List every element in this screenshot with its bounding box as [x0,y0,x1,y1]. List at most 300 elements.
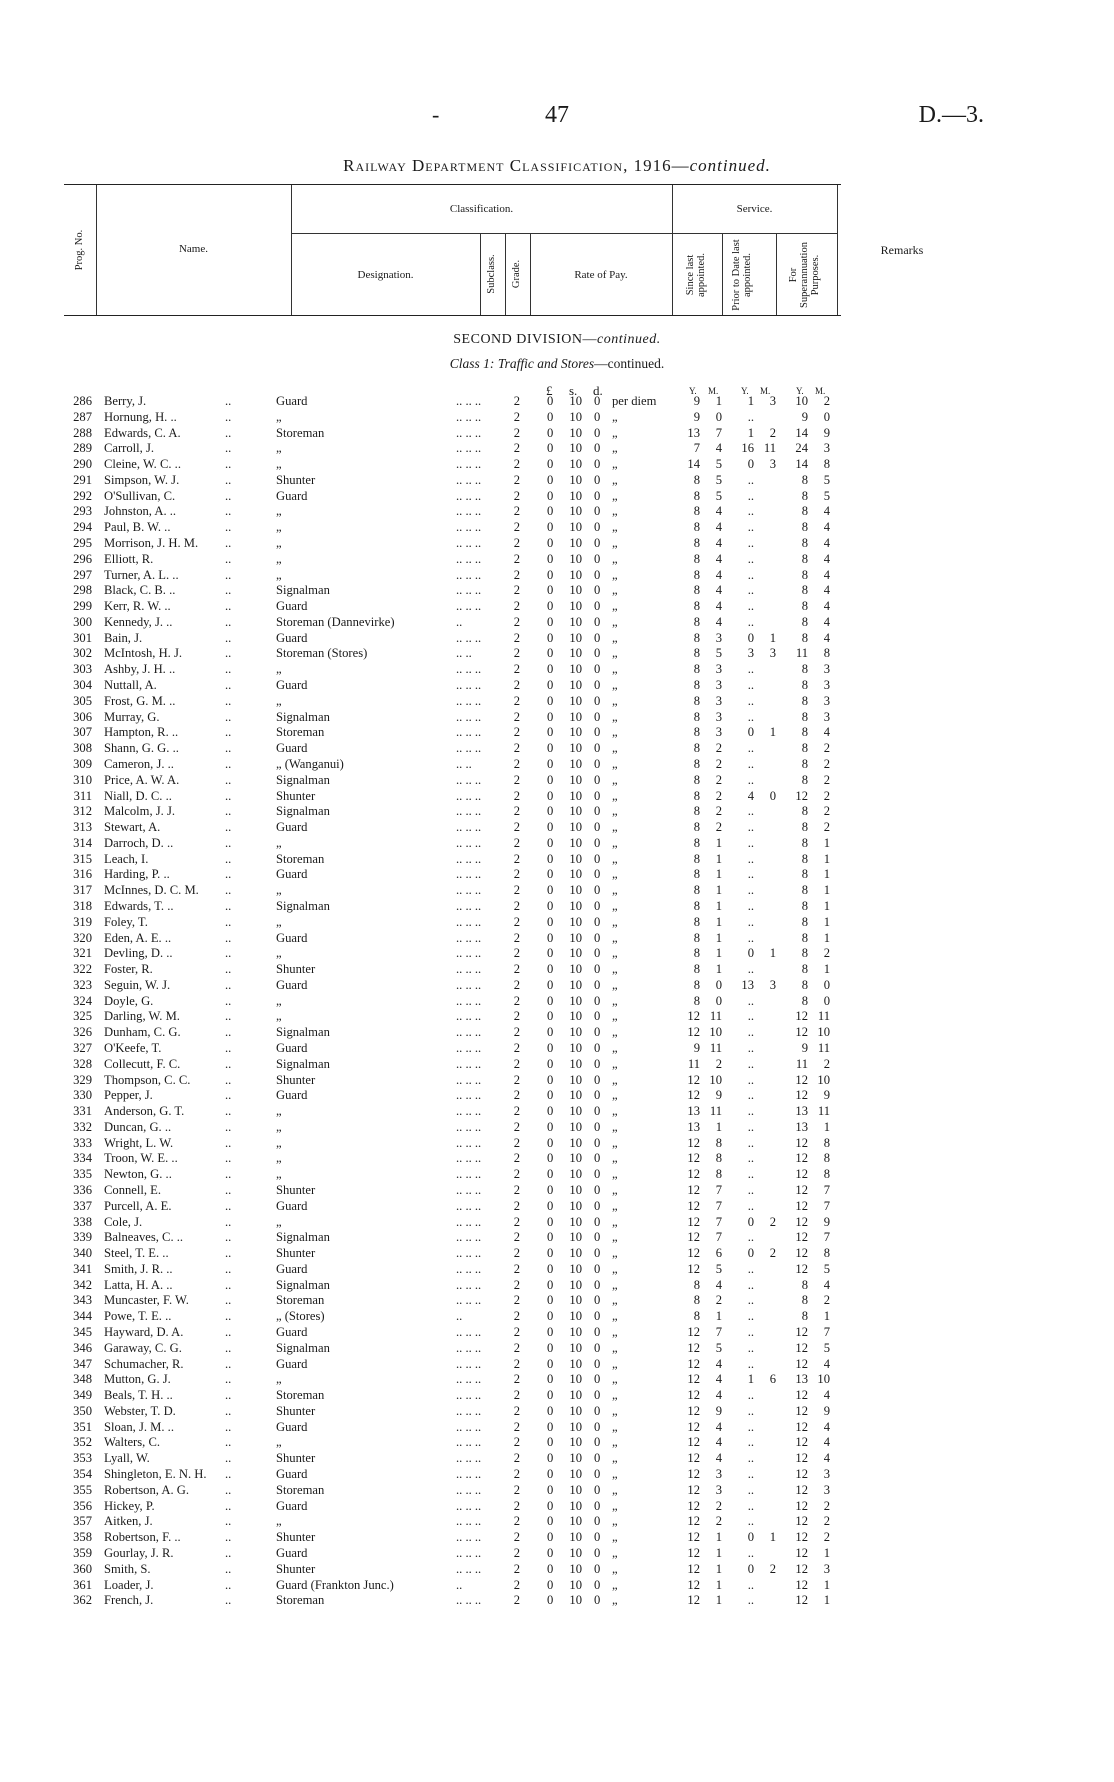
super-years: 24 [795,441,808,456]
employee-name: Leach, I. [104,851,149,866]
super-years: 12 [795,1530,808,1545]
rate-period: „ [612,1167,618,1182]
super-years: 8 [801,914,808,929]
designation: Shunter [276,1451,316,1466]
prior-years: .. [747,488,754,503]
rate-pence: 0 [594,1088,601,1103]
since-months: 4 [715,551,722,566]
leader-dots: .. [225,662,232,677]
grade: 2 [513,820,520,835]
rate-shillings: 10 [569,567,582,582]
rate-pence: 0 [594,1025,601,1040]
since-months: 2 [715,1056,722,1071]
since-months: 1 [715,930,722,945]
prog-no: 337 [73,1198,92,1213]
since-years: 8 [693,772,700,787]
rate-period: „ [612,488,618,503]
prior-years: .. [747,1088,754,1103]
leader-dots: .. [225,993,232,1008]
leader-dots: .. .. .. [456,867,482,882]
leader-dots: .. [225,930,232,945]
prior-years: 0 [747,1530,754,1545]
leader-dots: .. .. .. [456,851,482,866]
rate-shillings: 10 [569,1119,582,1134]
prog-no: 290 [73,457,92,472]
grade: 2 [513,1498,520,1513]
rate-shillings: 10 [569,457,582,472]
rate-pounds: 0 [547,820,554,835]
employee-name: Eden, A. E. .. [104,930,172,945]
super-months: 4 [823,520,830,535]
rate-pounds: 0 [547,630,554,645]
leader-dots: .. .. .. [456,1482,482,1497]
since-months: 8 [715,1167,722,1182]
designation: Storeman [276,1593,325,1608]
prior-years: 4 [747,788,754,803]
table-row [0,1246,1114,1262]
prog-no: 307 [73,725,92,740]
leader-dots: .. [225,867,232,882]
unit-pence: d. [593,383,603,398]
prior-years: .. [747,409,754,424]
grade: 2 [513,1340,520,1355]
designation: Guard [276,1545,308,1560]
since-months: 4 [715,1419,722,1434]
rate-period: „ [612,1214,618,1229]
leader-dots: .. .. .. [456,883,482,898]
rate-period: „ [612,930,618,945]
grade: 2 [513,1388,520,1403]
table-row [0,1041,1114,1057]
since-months: 7 [715,1198,722,1213]
since-years: 12 [687,1561,700,1576]
divider [776,233,777,315]
prior-years: .. [747,1482,754,1497]
prog-no: 321 [73,946,92,961]
grade: 2 [513,1246,520,1261]
employee-name: Darroch, D. .. [104,835,174,850]
since-months: 2 [715,804,722,819]
since-years: 8 [693,1293,700,1308]
employee-name: Newton, G. .. [104,1167,172,1182]
leader-dots: .. .. .. [456,567,482,582]
employee-name: Schumacher, R. [104,1356,184,1371]
designation: Signalman [276,1230,330,1245]
rate-period: „ [612,977,618,992]
employee-name: Walters, C. [104,1435,160,1450]
rate-shillings: 10 [569,788,582,803]
header-since-last-appointed: Since last appointed. [685,252,707,298]
super-months: 3 [823,1482,830,1497]
employee-name: Collecutt, F. C. [104,1056,181,1071]
header-superannuation: For Superannuation Purposes. [788,242,821,308]
rate-shillings: 10 [569,1261,582,1276]
rate-pence: 0 [594,788,601,803]
grade: 2 [513,1056,520,1071]
prog-no: 355 [73,1482,92,1497]
prior-years: .. [747,1151,754,1166]
rate-pounds: 0 [547,851,554,866]
leader-dots: .. .. .. [456,709,482,724]
designation: Guard [276,678,308,693]
super-months: 5 [823,472,830,487]
since-months: 2 [715,772,722,787]
prog-no: 338 [73,1214,92,1229]
super-years: 12 [795,1072,808,1087]
leader-dots: .. [456,614,463,629]
table-row [0,1357,1114,1373]
rate-pounds: 0 [547,1025,554,1040]
grade: 2 [513,1561,520,1576]
prior-months: 3 [769,394,776,408]
table-row [0,741,1114,757]
leader-dots: .. .. .. [456,1214,482,1229]
prior-years: .. [747,1498,754,1513]
since-years: 13 [687,1104,700,1119]
grade: 2 [513,1135,520,1150]
leader-dots: .. [225,946,232,961]
prior-years: .. [747,1167,754,1182]
rate-pounds: 0 [547,1593,554,1608]
leader-dots: .. [225,693,232,708]
rate-pounds: 0 [547,1325,554,1340]
since-years: 9 [693,1040,700,1055]
rate-pounds: 0 [547,898,554,913]
prog-no: 298 [73,583,92,598]
super-months: 2 [823,1056,830,1071]
rate-pounds: 0 [547,520,554,535]
rate-shillings: 10 [569,835,582,850]
grade: 2 [513,599,520,614]
header-prior-to-date: Prior to Date last appointed. [731,239,753,311]
leader-dots: .. [225,851,232,866]
prog-no: 343 [73,1293,92,1308]
rate-pence: 0 [594,1277,601,1292]
employee-name: Nuttall, A. [104,678,157,693]
since-years: 8 [693,820,700,835]
rate-pounds: 0 [547,1088,554,1103]
rate-pence: 0 [594,630,601,645]
unit-months: M. [815,386,826,396]
rate-pence: 0 [594,1593,601,1608]
rate-period: „ [612,867,618,882]
prior-months: 1 [769,946,776,961]
rate-shillings: 10 [569,1545,582,1560]
prior-months: 11 [763,441,776,456]
rate-pounds: 0 [547,709,554,724]
rate-period: „ [612,1356,618,1371]
super-months: 2 [823,756,830,771]
prog-no: 320 [73,930,92,945]
rate-pence: 0 [594,756,601,771]
prog-no: 351 [73,1419,92,1434]
employee-name: Dunham, C. G. [104,1025,181,1040]
prog-no: 304 [73,678,92,693]
since-months: 4 [715,1356,722,1371]
leader-dots: .. [225,583,232,598]
leader-dots: .. .. .. [456,804,482,819]
rate-pounds: 0 [547,1198,554,1213]
grade: 2 [513,536,520,551]
rate-period: „ [612,646,618,661]
leader-dots: .. [225,1056,232,1071]
rate-period: „ [612,425,618,440]
super-years: 12 [795,1230,808,1245]
super-years: 12 [795,1577,808,1592]
super-months: 2 [823,1514,830,1529]
leader-dots: .. [225,425,232,440]
rate-period: „ [612,962,618,977]
rate-period: „ [612,1388,618,1403]
since-months: 3 [715,725,722,740]
prior-years: 0 [747,725,754,740]
since-years: 8 [693,551,700,566]
rate-pence: 0 [594,1356,601,1371]
rate-pence: 0 [594,1545,601,1560]
prior-years: .. [747,930,754,945]
leader-dots: .. .. .. [456,1040,482,1055]
grade: 2 [513,1372,520,1387]
employee-name: Smith, S. [104,1561,151,1576]
grade: 2 [513,662,520,677]
prog-no: 327 [73,1040,92,1055]
leader-dots: .. .. .. [456,1435,482,1450]
leader-dots: .. .. .. [456,1261,482,1276]
leader-dots: .. [225,457,232,472]
employee-name: Duncan, G. .. [104,1119,172,1134]
divider [505,233,506,315]
since-years: 8 [693,520,700,535]
since-months: 4 [715,1451,722,1466]
prior-years: .. [747,1514,754,1529]
prog-no: 325 [73,1009,92,1024]
prog-no: 315 [73,851,92,866]
prior-years: .. [747,1104,754,1119]
rate-pence: 0 [594,678,601,693]
designation: Storeman (Stores) [276,646,368,661]
rate-pence: 0 [594,536,601,551]
prior-years: .. [747,1356,754,1371]
leader-dots: .. .. .. [456,630,482,645]
super-months: 1 [823,1545,830,1560]
prior-years: .. [747,1388,754,1403]
prior-months: 3 [769,977,776,992]
rate-pence: 0 [594,962,601,977]
rate-pounds: 0 [547,1435,554,1450]
table-row [0,757,1114,773]
prior-years: .. [747,536,754,551]
super-months: 4 [823,1419,830,1434]
table-row [0,1262,1114,1278]
rate-pence: 0 [594,1293,601,1308]
employee-name: Elliott, R. [104,551,154,566]
super-months: 4 [823,536,830,551]
designation: „ [276,914,282,929]
since-months: 7 [715,425,722,440]
rate-pence: 0 [594,867,601,882]
prog-no: 289 [73,441,92,456]
rate-period: „ [612,1293,618,1308]
table-row [0,1183,1114,1199]
leader-dots: .. .. .. [456,1325,482,1340]
since-years: 8 [693,488,700,503]
prog-no: 347 [73,1356,92,1371]
since-years: 12 [687,1356,700,1371]
rate-shillings: 10 [569,1088,582,1103]
rate-period: „ [612,567,618,582]
prog-no: 310 [73,772,92,787]
prog-no: 301 [73,630,92,645]
rate-period: „ [612,1025,618,1040]
designation: „ [276,1372,282,1387]
prior-years: .. [747,883,754,898]
super-months: 1 [823,1309,830,1324]
employee-name: Foley, T. [104,914,148,929]
prior-years: 0 [747,457,754,472]
employee-name: Price, A. W. A. [104,772,180,787]
rate-shillings: 10 [569,946,582,961]
rate-period: „ [612,1451,618,1466]
employee-name: Loader, J. [104,1577,154,1592]
designation: Shunter [276,1072,316,1087]
prog-no: 352 [73,1435,92,1450]
table-row [0,1514,1114,1530]
grade: 2 [513,409,520,424]
leader-dots: .. .. .. [456,1056,482,1071]
super-months: 2 [823,772,830,787]
employee-name: Cole, J. [104,1214,143,1229]
grade: 2 [513,1545,520,1560]
since-months: 1 [715,883,722,898]
prior-years: .. [747,1230,754,1245]
rate-pence: 0 [594,835,601,850]
employee-name: Connell, E. [104,1183,162,1197]
super-years: 8 [801,520,808,535]
prog-no: 308 [73,741,92,756]
employee-name: Mutton, G. J. [104,1372,171,1387]
since-months: 2 [715,741,722,756]
employee-name: Darling, W. M. [104,1009,180,1024]
prior-years: 1 [747,425,754,440]
rate-pounds: 0 [547,772,554,787]
rate-period: „ [612,883,618,898]
designation: Signalman [276,1025,330,1040]
leader-dots: .. [225,551,232,566]
prior-years: 0 [747,630,754,645]
grade: 2 [513,614,520,629]
employee-name: Beals, T. H. .. [104,1388,173,1403]
since-years: 12 [687,1388,700,1403]
rate-pence: 0 [594,1167,601,1182]
rate-shillings: 10 [569,725,582,740]
prog-no: 332 [73,1119,92,1134]
table-row [0,599,1114,615]
leader-dots: .. .. .. [456,551,482,566]
since-years: 8 [693,504,700,519]
prior-years: .. [747,835,754,850]
prog-no: 302 [73,646,92,661]
leader-dots: .. [225,1135,232,1150]
super-years: 8 [801,898,808,913]
rate-period: „ [612,1261,618,1276]
rate-pounds: 0 [547,1498,554,1513]
rate-shillings: 10 [569,630,582,645]
rate-pence: 0 [594,1261,601,1276]
rate-pence: 0 [594,1104,601,1119]
leader-dots: .. [225,962,232,977]
rate-pounds: 0 [547,1340,554,1355]
super-months: 4 [823,1356,830,1371]
table-row [0,1136,1114,1152]
since-months: 10 [709,1072,722,1087]
leader-dots: .. [225,1151,232,1166]
prog-no: 309 [73,756,92,771]
rate-shillings: 10 [569,851,582,866]
prog-no: 296 [73,551,92,566]
prog-no: 354 [73,1467,92,1482]
grade: 2 [513,977,520,992]
rate-period: „ [612,1040,618,1055]
since-years: 8 [693,930,700,945]
rate-shillings: 10 [569,1198,582,1213]
rate-period: „ [612,599,618,614]
prog-no: 334 [73,1151,92,1166]
prog-no: 349 [73,1388,92,1403]
super-months: 3 [823,1561,830,1576]
employee-name: Wright, L. W. [104,1135,174,1150]
rate-pence: 0 [594,488,601,503]
table-row [0,1530,1114,1546]
since-years: 8 [693,693,700,708]
prog-no: 322 [73,962,92,977]
since-months: 1 [715,835,722,850]
prior-years: .. [747,520,754,535]
prior-years: .. [747,772,754,787]
unit-years: Y. [741,386,749,396]
unit-months: M. [760,386,771,396]
employee-name: Sloan, J. M. .. [104,1419,174,1434]
table-row [0,1278,1114,1294]
prog-no: 300 [73,614,92,629]
rate-pence: 0 [594,520,601,535]
table-header [64,184,924,316]
grade: 2 [513,851,520,866]
table-row [0,1120,1114,1136]
leader-dots: .. [225,756,232,771]
table-row [0,820,1114,836]
super-years: 12 [795,1325,808,1340]
rate-shillings: 10 [569,1419,582,1434]
super-months: 1 [823,867,830,882]
leader-dots: .. .. .. [456,1135,482,1150]
leader-dots: .. [225,741,232,756]
super-years: 8 [801,867,808,882]
table-row [0,473,1114,489]
rate-period: „ [612,1183,618,1197]
since-months: 1 [715,962,722,977]
since-months: 0 [715,993,722,1008]
grade: 2 [513,1009,520,1024]
employee-name: Edwards, T. .. [104,898,174,913]
leader-dots: .. .. .. [456,583,482,598]
super-years: 8 [801,930,808,945]
since-years: 8 [693,883,700,898]
prior-years: .. [747,867,754,882]
rate-pence: 0 [594,1214,601,1229]
designation: Storeman [276,725,325,740]
rate-pounds: 0 [547,614,554,629]
leader-dots: .. [225,1104,232,1119]
